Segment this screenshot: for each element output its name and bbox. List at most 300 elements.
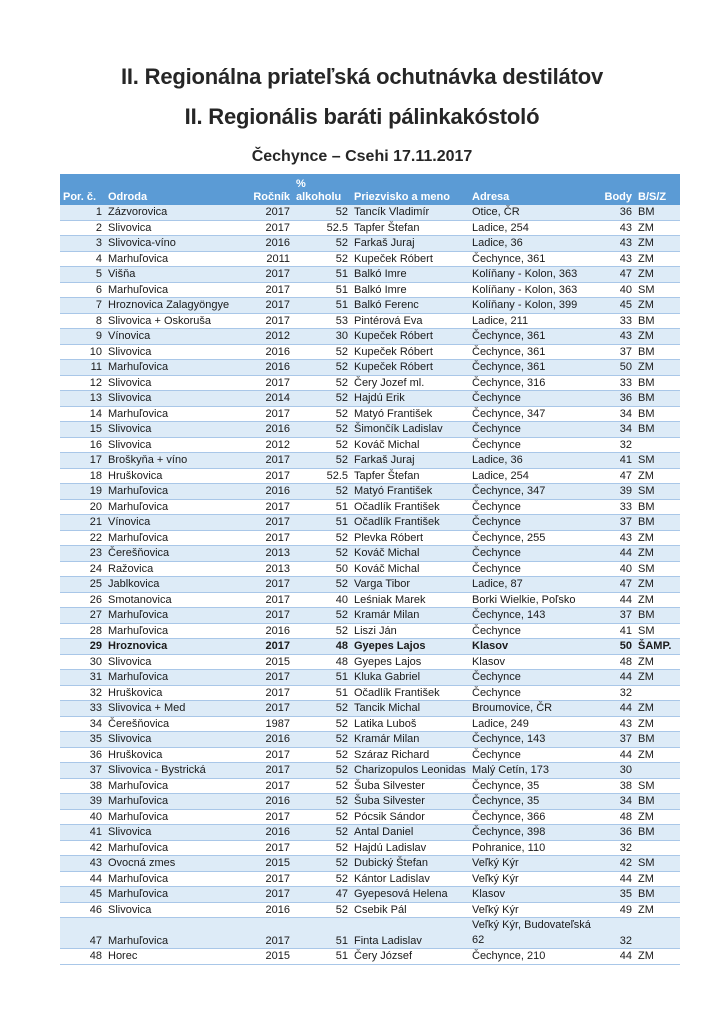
row-number: 34 — [60, 716, 105, 732]
row-alcohol: 52 — [293, 375, 351, 391]
table-row — [60, 406, 680, 422]
row-number: 15 — [60, 422, 105, 438]
row-medal: BM — [635, 499, 680, 515]
table-row — [60, 825, 680, 841]
row-variety: Marhuľovica — [105, 871, 245, 887]
row-variety: Hruškovica — [105, 468, 245, 484]
row-name: Antal Daniel — [351, 825, 469, 841]
row-number: 6 — [60, 282, 105, 298]
table-row — [60, 437, 680, 453]
row-variety: Slivovica — [105, 654, 245, 670]
row-variety: Marhuľovica — [105, 809, 245, 825]
row-medal: ZM — [635, 701, 680, 717]
row-variety: Slivovica - Bystrická — [105, 763, 245, 779]
row-medal: ŠAMP. — [635, 639, 680, 655]
row-alcohol: 52 — [293, 406, 351, 422]
row-number: 22 — [60, 530, 105, 546]
row-name: Gyepesová Helena — [351, 887, 469, 903]
row-points: 37 — [595, 344, 635, 360]
row-variety: Slivovica — [105, 825, 245, 841]
row-name: Kluka Gabriel — [351, 670, 469, 686]
row-vintage: 2017 — [245, 809, 293, 825]
row-vintage: 2015 — [245, 949, 293, 965]
row-medal: BM — [635, 406, 680, 422]
table-row — [60, 205, 680, 220]
table-row — [60, 623, 680, 639]
row-points: 37 — [595, 515, 635, 531]
row-address: Čechynce, 35 — [469, 778, 595, 794]
document-title-hu: II. Regionális baráti pálinkakóstoló — [184, 104, 540, 129]
row-number: 24 — [60, 561, 105, 577]
table-row — [60, 670, 680, 686]
row-alcohol: 52 — [293, 437, 351, 453]
row-points: 38 — [595, 778, 635, 794]
row-name: Finta Ladislav — [351, 918, 469, 949]
row-number: 47 — [60, 918, 105, 949]
table-row — [60, 871, 680, 887]
row-variety: Horec — [105, 949, 245, 965]
row-points: 47 — [595, 577, 635, 593]
results-table — [60, 174, 680, 965]
row-address: Čechynce — [469, 437, 595, 453]
row-address: Ladice, 87 — [469, 577, 595, 593]
row-alcohol: 52 — [293, 391, 351, 407]
row-vintage: 2017 — [245, 763, 293, 779]
row-medal — [635, 685, 680, 701]
row-address: Ladice, 254 — [469, 468, 595, 484]
row-name: Gyepes Lajos — [351, 654, 469, 670]
row-name: Kupeček Róbert — [351, 360, 469, 376]
row-variety: Marhuľovica — [105, 499, 245, 515]
row-points: 43 — [595, 220, 635, 236]
row-address: Čechynce — [469, 747, 595, 763]
row-medal — [635, 437, 680, 453]
row-name: Šuba Silvester — [351, 778, 469, 794]
row-medal: SM — [635, 623, 680, 639]
row-alcohol: 40 — [293, 592, 351, 608]
row-name: Száraz Richard — [351, 747, 469, 763]
table-row — [60, 267, 680, 283]
row-vintage: 2017 — [245, 701, 293, 717]
row-number: 18 — [60, 468, 105, 484]
row-alcohol: 51 — [293, 918, 351, 949]
row-points: 33 — [595, 499, 635, 515]
row-name: Kupeček Róbert — [351, 251, 469, 267]
row-alcohol: 52 — [293, 794, 351, 810]
row-name: Pócsik Sándor — [351, 809, 469, 825]
row-vintage: 2013 — [245, 561, 293, 577]
table-row — [60, 592, 680, 608]
row-address: Kolíňany - Kolon, 363 — [469, 282, 595, 298]
row-vintage: 2017 — [245, 375, 293, 391]
row-variety: Marhuľovica — [105, 670, 245, 686]
row-alcohol: 51 — [293, 267, 351, 283]
row-alcohol: 51 — [293, 499, 351, 515]
row-vintage: 2017 — [245, 220, 293, 236]
table-row — [60, 360, 680, 376]
row-vintage: 2017 — [245, 887, 293, 903]
row-points: 48 — [595, 809, 635, 825]
row-variety: Čerešňovica — [105, 716, 245, 732]
row-address: Čechynce — [469, 546, 595, 562]
row-number: 25 — [60, 577, 105, 593]
table-row — [60, 546, 680, 562]
row-medal: SM — [635, 856, 680, 872]
col-header-alkohol-line1: % — [296, 178, 306, 190]
row-points: 43 — [595, 329, 635, 345]
row-address: Čechynce, 316 — [469, 375, 595, 391]
row-variety: Slivovica — [105, 391, 245, 407]
row-alcohol: 52 — [293, 236, 351, 252]
row-vintage: 2017 — [245, 608, 293, 624]
table-row — [60, 499, 680, 515]
row-vintage: 2016 — [245, 732, 293, 748]
row-address: Ladice, 36 — [469, 453, 595, 469]
row-address: Kolíňany - Kolon, 399 — [469, 298, 595, 314]
row-address: Klasov — [469, 639, 595, 655]
row-address: Čechynce, 210 — [469, 949, 595, 965]
col-header-bsz: B/S/Z — [635, 174, 680, 205]
row-number: 40 — [60, 809, 105, 825]
table-row — [60, 530, 680, 546]
row-name: Kováč Michal — [351, 561, 469, 577]
row-name: Hajdú Erik — [351, 391, 469, 407]
row-medal: SM — [635, 561, 680, 577]
row-vintage: 2015 — [245, 856, 293, 872]
row-variety: Marhuľovica — [105, 251, 245, 267]
col-header-alkohol-line2: alkoholu — [296, 191, 342, 203]
row-variety: Hroznovica — [105, 639, 245, 655]
row-variety: Slivovica — [105, 422, 245, 438]
row-medal: SM — [635, 484, 680, 500]
table-row — [60, 468, 680, 484]
row-variety: Marhuľovica — [105, 623, 245, 639]
row-alcohol: 52 — [293, 360, 351, 376]
row-variety: Čerešňovica — [105, 546, 245, 562]
row-points: 47 — [595, 468, 635, 484]
row-name: Csebik Pál — [351, 902, 469, 918]
row-vintage: 2011 — [245, 251, 293, 267]
row-address: Čechynce — [469, 623, 595, 639]
row-vintage: 2017 — [245, 918, 293, 949]
row-variety: Zázvorovica — [105, 205, 245, 220]
row-name: Charizopulos Leonidas — [351, 763, 469, 779]
row-name: Kupeček Róbert — [351, 329, 469, 345]
row-points: 48 — [595, 654, 635, 670]
row-name: Liszi Ján — [351, 623, 469, 639]
row-medal: BM — [635, 422, 680, 438]
row-number: 1 — [60, 205, 105, 220]
row-alcohol: 51 — [293, 515, 351, 531]
row-vintage: 2017 — [245, 267, 293, 283]
row-number: 43 — [60, 856, 105, 872]
row-vintage: 2017 — [245, 205, 293, 220]
table-row-champion — [60, 639, 680, 655]
row-name: Varga Tibor — [351, 577, 469, 593]
row-points: 44 — [595, 546, 635, 562]
table-row — [60, 561, 680, 577]
row-number: 45 — [60, 887, 105, 903]
row-points: 43 — [595, 716, 635, 732]
row-number: 38 — [60, 778, 105, 794]
row-points: 49 — [595, 902, 635, 918]
row-number: 32 — [60, 685, 105, 701]
row-name: Šuba Silvester — [351, 794, 469, 810]
row-points: 44 — [595, 701, 635, 717]
row-vintage: 2017 — [245, 530, 293, 546]
row-address: Otice, ČR — [469, 205, 595, 220]
row-medal: BM — [635, 391, 680, 407]
col-header-body: Body — [595, 174, 635, 205]
row-vintage: 2017 — [245, 406, 293, 422]
row-alcohol: 51 — [293, 670, 351, 686]
table-row — [60, 887, 680, 903]
row-name: Tancík Vladimír — [351, 205, 469, 220]
row-number: 5 — [60, 267, 105, 283]
row-medal: BM — [635, 375, 680, 391]
table-row — [60, 422, 680, 438]
row-points: 40 — [595, 561, 635, 577]
table-row — [60, 949, 680, 965]
row-address: Čechynce, 361 — [469, 344, 595, 360]
row-medal: ZM — [635, 546, 680, 562]
row-alcohol: 50 — [293, 561, 351, 577]
table-row — [60, 918, 680, 949]
table-row — [60, 763, 680, 779]
row-variety: Slivovica — [105, 220, 245, 236]
row-address: Broumovice, ČR — [469, 701, 595, 717]
row-name: Farkaš Juraj — [351, 236, 469, 252]
row-vintage: 2015 — [245, 654, 293, 670]
document-title-sk: II. Regionálna priateľská ochutnávka destilátov — [120, 64, 603, 89]
row-points: 36 — [595, 391, 635, 407]
row-vintage: 2016 — [245, 825, 293, 841]
row-points: 34 — [595, 406, 635, 422]
row-medal: ZM — [635, 577, 680, 593]
row-address: Čechynce, 255 — [469, 530, 595, 546]
table-row — [60, 701, 680, 717]
row-variety: Slivovica + Med — [105, 701, 245, 717]
row-address: Ladice, 211 — [469, 313, 595, 329]
row-variety: Jablkovica — [105, 577, 245, 593]
table-row — [60, 716, 680, 732]
row-vintage: 2016 — [245, 236, 293, 252]
row-address: Čechynce, 366 — [469, 809, 595, 825]
row-address: Ladice, 249 — [469, 716, 595, 732]
row-medal: ZM — [635, 267, 680, 283]
row-medal: SM — [635, 778, 680, 794]
row-address: Čechynce, 361 — [469, 329, 595, 345]
table-row — [60, 329, 680, 345]
row-points: 32 — [595, 685, 635, 701]
row-address: Čechynce — [469, 670, 595, 686]
row-address: Kolíňany - Kolon, 363 — [469, 267, 595, 283]
row-medal: ZM — [635, 716, 680, 732]
row-variety: Hroznovica Zalagyöngye — [105, 298, 245, 314]
row-points: 44 — [595, 871, 635, 887]
row-points: 44 — [595, 747, 635, 763]
col-header-alkohol — [293, 174, 351, 205]
row-name: Kupeček Róbert — [351, 344, 469, 360]
row-vintage: 1987 — [245, 716, 293, 732]
row-variety: Marhuľovica — [105, 484, 245, 500]
row-name: Tapfer Štefan — [351, 220, 469, 236]
row-name: Kramár Milan — [351, 732, 469, 748]
row-alcohol: 52 — [293, 856, 351, 872]
row-address: Klasov — [469, 654, 595, 670]
row-variety: Marhuľovica — [105, 778, 245, 794]
row-points: 37 — [595, 608, 635, 624]
row-medal: BM — [635, 344, 680, 360]
row-alcohol: 30 — [293, 329, 351, 345]
row-name: Pintérová Eva — [351, 313, 469, 329]
row-alcohol: 51 — [293, 949, 351, 965]
row-address: Veľký Kýr — [469, 871, 595, 887]
row-vintage: 2017 — [245, 871, 293, 887]
row-medal: ZM — [635, 592, 680, 608]
row-medal: ZM — [635, 468, 680, 484]
table-row — [60, 515, 680, 531]
row-alcohol: 52 — [293, 825, 351, 841]
row-address: Ladice, 36 — [469, 236, 595, 252]
row-number: 3 — [60, 236, 105, 252]
row-name: Kramár Milan — [351, 608, 469, 624]
row-number: 37 — [60, 763, 105, 779]
row-alcohol: 51 — [293, 282, 351, 298]
row-variety: Marhuľovica — [105, 794, 245, 810]
row-points: 44 — [595, 670, 635, 686]
row-name: Kováč Michal — [351, 546, 469, 562]
row-alcohol: 52 — [293, 871, 351, 887]
table-row — [60, 608, 680, 624]
row-number: 17 — [60, 453, 105, 469]
row-points: 32 — [595, 437, 635, 453]
row-medal: BM — [635, 825, 680, 841]
row-number: 8 — [60, 313, 105, 329]
row-medal: ZM — [635, 220, 680, 236]
col-header-adresa: Adresa — [469, 174, 595, 205]
row-vintage: 2017 — [245, 468, 293, 484]
row-address: Veľký Kýr — [469, 856, 595, 872]
row-medal: SM — [635, 453, 680, 469]
row-medal: BM — [635, 313, 680, 329]
row-medal: ZM — [635, 530, 680, 546]
row-points: 33 — [595, 375, 635, 391]
row-address: Pohranice, 110 — [469, 840, 595, 856]
row-address: Veľký Kýr, Budovateľská 62 — [469, 918, 595, 949]
col-header-rocnik: Ročník — [245, 174, 293, 205]
row-points: 45 — [595, 298, 635, 314]
table-header-row — [60, 174, 680, 205]
row-variety: Smotanovica — [105, 592, 245, 608]
row-medal: BM — [635, 794, 680, 810]
table-row — [60, 251, 680, 267]
row-number: 28 — [60, 623, 105, 639]
row-name: Leśniak Marek — [351, 592, 469, 608]
row-address: Malý Cetín, 173 — [469, 763, 595, 779]
row-vintage: 2013 — [245, 546, 293, 562]
row-address: Klasov — [469, 887, 595, 903]
row-address: Čechynce, 143 — [469, 732, 595, 748]
table-row — [60, 685, 680, 701]
col-header-meno: Priezvisko a meno — [351, 174, 469, 205]
row-alcohol: 52 — [293, 747, 351, 763]
row-vintage: 2017 — [245, 515, 293, 531]
row-variety: Marhuľovica — [105, 887, 245, 903]
row-name: Šimončík Ladislav — [351, 422, 469, 438]
row-points: 32 — [595, 918, 635, 949]
row-number: 11 — [60, 360, 105, 376]
row-vintage: 2016 — [245, 623, 293, 639]
table-row — [60, 391, 680, 407]
row-variety: Marhuľovica — [105, 840, 245, 856]
row-alcohol: 52 — [293, 251, 351, 267]
row-name: Balkó Imre — [351, 267, 469, 283]
row-name: Gyepes Lajos — [351, 639, 469, 655]
row-vintage: 2012 — [245, 329, 293, 345]
row-points: 40 — [595, 282, 635, 298]
row-number: 4 — [60, 251, 105, 267]
row-alcohol: 52 — [293, 453, 351, 469]
table-row — [60, 375, 680, 391]
row-number: 23 — [60, 546, 105, 562]
row-alcohol: 52.5 — [293, 220, 351, 236]
row-alcohol: 52 — [293, 484, 351, 500]
row-points: 44 — [595, 592, 635, 608]
table-row — [60, 654, 680, 670]
row-points: 44 — [595, 949, 635, 965]
row-variety: Marhuľovica — [105, 406, 245, 422]
row-vintage: 2017 — [245, 670, 293, 686]
row-number: 26 — [60, 592, 105, 608]
row-variety: Marhuľovica — [105, 360, 245, 376]
row-vintage: 2017 — [245, 840, 293, 856]
col-header-odroda: Odroda — [105, 174, 245, 205]
row-name: Latika Luboš — [351, 716, 469, 732]
row-alcohol: 52 — [293, 732, 351, 748]
row-medal: BM — [635, 205, 680, 220]
row-number: 35 — [60, 732, 105, 748]
row-variety: Slivovica + Oskoruša — [105, 313, 245, 329]
row-name: Čery Jozef ml. — [351, 375, 469, 391]
row-name: Tancik Michal — [351, 701, 469, 717]
row-alcohol: 52 — [293, 344, 351, 360]
row-alcohol: 52 — [293, 716, 351, 732]
row-variety: Slivovica — [105, 437, 245, 453]
row-alcohol: 52 — [293, 809, 351, 825]
row-address: Čechynce — [469, 685, 595, 701]
row-number: 20 — [60, 499, 105, 515]
row-variety: Marhuľovica — [105, 608, 245, 624]
row-address: Čechynce — [469, 515, 595, 531]
row-number: 10 — [60, 344, 105, 360]
row-points: 32 — [595, 840, 635, 856]
row-number: 46 — [60, 902, 105, 918]
row-variety: Marhuľovica — [105, 918, 245, 949]
row-medal — [635, 763, 680, 779]
row-address: Čechynce — [469, 499, 595, 515]
row-vintage: 2016 — [245, 344, 293, 360]
col-header-por: Por. č. — [60, 174, 105, 205]
row-points: 33 — [595, 313, 635, 329]
row-points: 43 — [595, 251, 635, 267]
row-alcohol: 52 — [293, 546, 351, 562]
row-points: 34 — [595, 422, 635, 438]
row-variety: Slivovica — [105, 375, 245, 391]
row-vintage: 2016 — [245, 484, 293, 500]
row-address: Čechynce — [469, 422, 595, 438]
table-row — [60, 282, 680, 298]
